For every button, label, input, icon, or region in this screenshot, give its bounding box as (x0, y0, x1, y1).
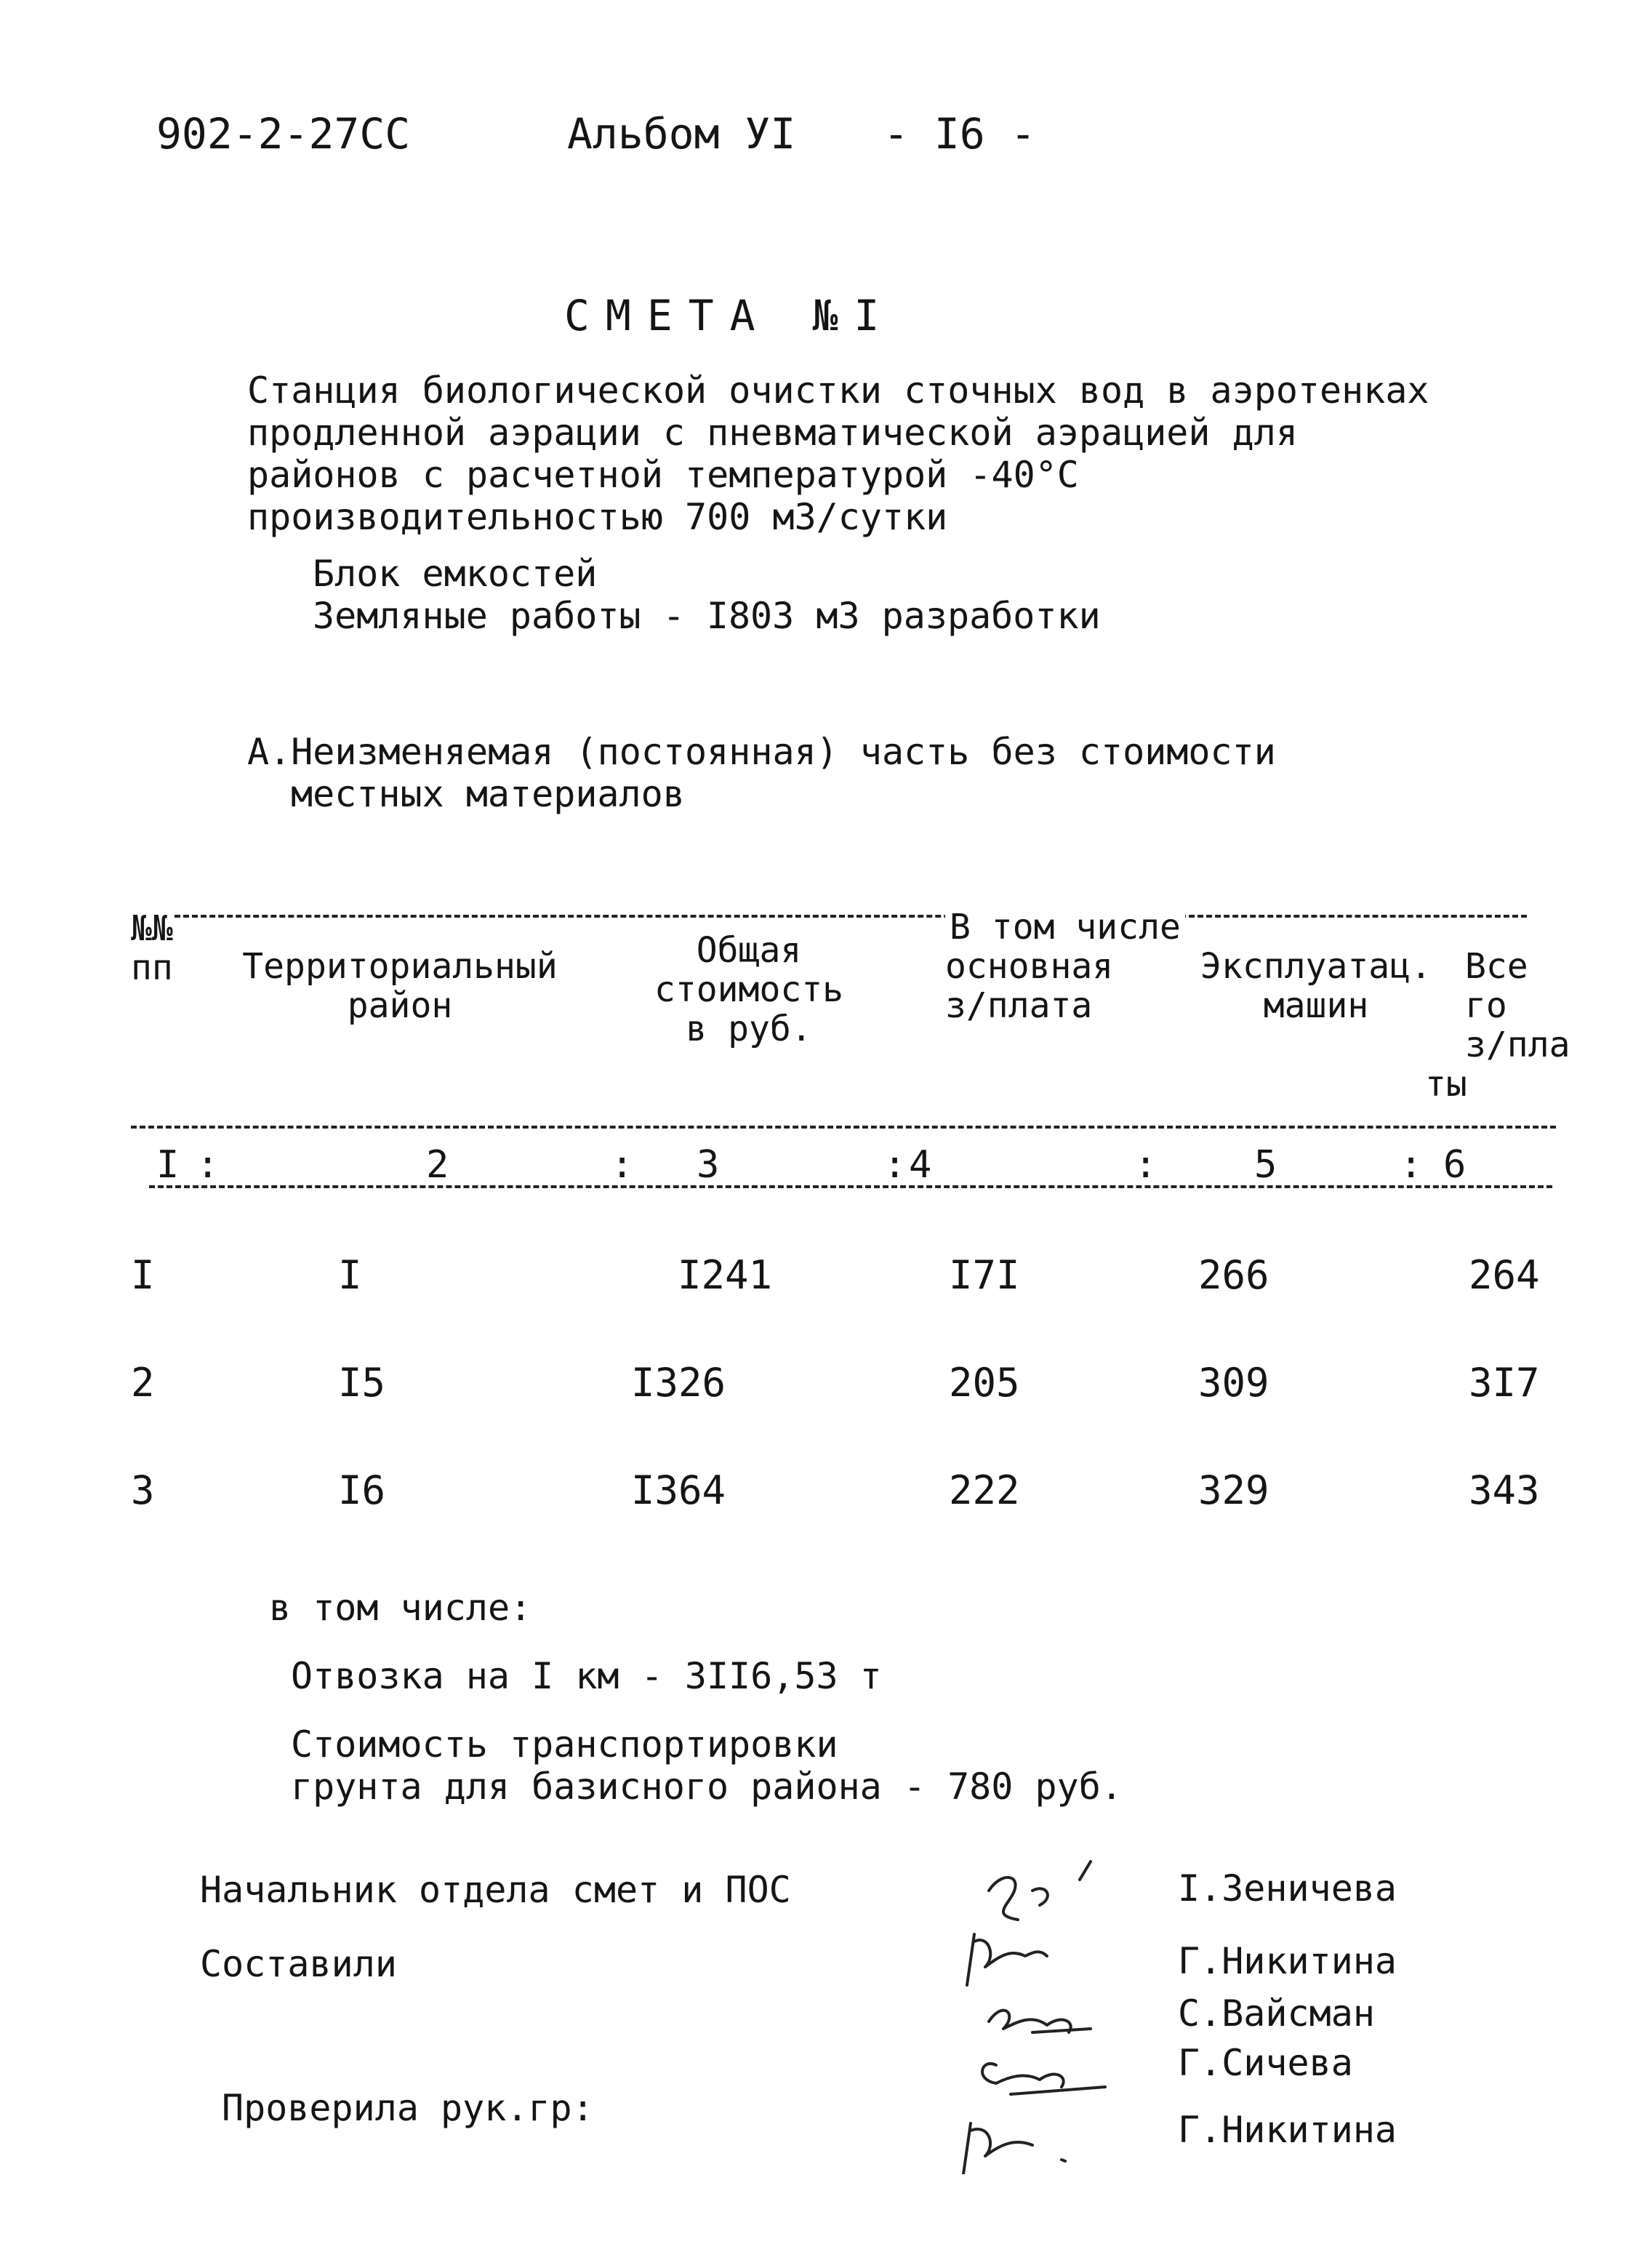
doc-code: 902-2-27СС (156, 109, 411, 159)
header-number: №№ пп (131, 908, 173, 988)
column-number: 2 (426, 1143, 449, 1187)
cell-machine-operation: 329 (1198, 1467, 1269, 1513)
header-machine-operation: Эксплуатац. машин (1200, 946, 1432, 1026)
cell-total-wage: 3I7 (1469, 1360, 1540, 1406)
cell-total-cost: I364 (631, 1467, 726, 1513)
signature-nikitina-2 (963, 2123, 1065, 2174)
page-number: - I6 - (883, 109, 1036, 159)
column-number: 5 (1254, 1143, 1277, 1187)
cell-region: I5 (338, 1360, 386, 1406)
section-line: местных материалов (291, 773, 685, 815)
column-separator: : (196, 1143, 220, 1187)
header-bottom-rule (131, 1126, 1556, 1129)
cell-base-wage: I7I (949, 1252, 1020, 1298)
block-name: Блок емкостей (313, 553, 598, 595)
table-row (0, 1467, 1649, 1518)
signatory-name: Г.Сичева (1178, 2042, 1353, 2084)
header-including: В том числе (945, 907, 1185, 947)
column-separator: : (883, 1143, 907, 1187)
cell-region: I6 (338, 1467, 386, 1513)
column-separator: : (611, 1143, 634, 1187)
header-total-wage: Все го з/пла ты (1425, 946, 1570, 1105)
cell-number: I (131, 1252, 155, 1298)
cell-region: I (338, 1252, 362, 1298)
cell-number: 2 (131, 1360, 155, 1406)
signatory-name: Г.Никитина (1178, 2109, 1397, 2151)
description-line: производительностью 700 м3/сутки (247, 496, 948, 538)
header-base-wage: основная з/плата (945, 946, 1114, 1026)
column-separator: : (1134, 1143, 1157, 1187)
header-total-cost: Общая стоимость в руб. (654, 930, 844, 1049)
block-info (313, 553, 1101, 637)
signature-zenicheva (989, 1862, 1091, 1920)
handwritten-signatures (945, 1847, 1163, 2174)
document-title: СМЕТА №I (564, 291, 896, 340)
signatory-name: I.Зеничева (1178, 1867, 1397, 1910)
signature-sicheva (982, 2064, 1105, 2094)
column-number-rule (149, 1185, 1552, 1188)
transport-note: Стоимость транспортировки грунта для базисного района - 780 руб. (291, 1723, 1123, 1808)
compiled-label: Составили (200, 1943, 397, 1985)
haul-note: Отвозка на I км - 3II6,53 т (291, 1655, 882, 1697)
department-head-title: Начальник отдела смет и ПОС (200, 1869, 791, 1911)
cell-number: 3 (131, 1467, 155, 1513)
table-top-rule (174, 915, 1527, 918)
cell-total-wage: 343 (1469, 1467, 1540, 1513)
section-line: А.Неизменяемая (постоянная) часть без стоимости (247, 731, 1276, 773)
description-line: Станция биологической очистки сточных вод в аэротенках (247, 369, 1429, 412)
cell-machine-operation: 309 (1198, 1360, 1269, 1406)
checked-label: Проверила рук.гр: (222, 2087, 594, 2129)
column-number: 4 (909, 1143, 932, 1187)
cell-total-wage: 264 (1469, 1252, 1540, 1298)
earthwork-volume: Земляные работы - I803 м3 разработки (313, 595, 1101, 637)
cell-base-wage: 222 (949, 1467, 1020, 1513)
including-label: в том числе: (269, 1587, 532, 1629)
cell-total-cost: I241 (678, 1252, 773, 1298)
cell-total-cost: I326 (631, 1360, 726, 1406)
column-number: 6 (1443, 1143, 1467, 1187)
album-label: Альбом УI (567, 109, 796, 159)
cell-machine-operation: 266 (1198, 1252, 1269, 1298)
cell-base-wage: 205 (949, 1360, 1020, 1406)
description-line: продленной аэрации с пневматической аэрацией для (247, 412, 1298, 454)
signature-nikitina (967, 1934, 1047, 1985)
table-row (0, 1252, 1649, 1303)
column-number: 3 (697, 1143, 720, 1187)
signatory-name: Г.Никитина (1178, 1940, 1397, 1982)
header-region: Территориальный район (242, 946, 558, 1026)
description-line: районов с расчетной температурой -40°С (247, 454, 1079, 496)
section-heading (247, 731, 1276, 815)
signature-vaisman (989, 2011, 1091, 2032)
column-separator: : (1400, 1143, 1423, 1187)
table-row (0, 1360, 1649, 1411)
column-number: I (156, 1143, 180, 1187)
description (247, 369, 1429, 538)
signatory-name: С.Вайсман (1178, 1992, 1375, 2035)
